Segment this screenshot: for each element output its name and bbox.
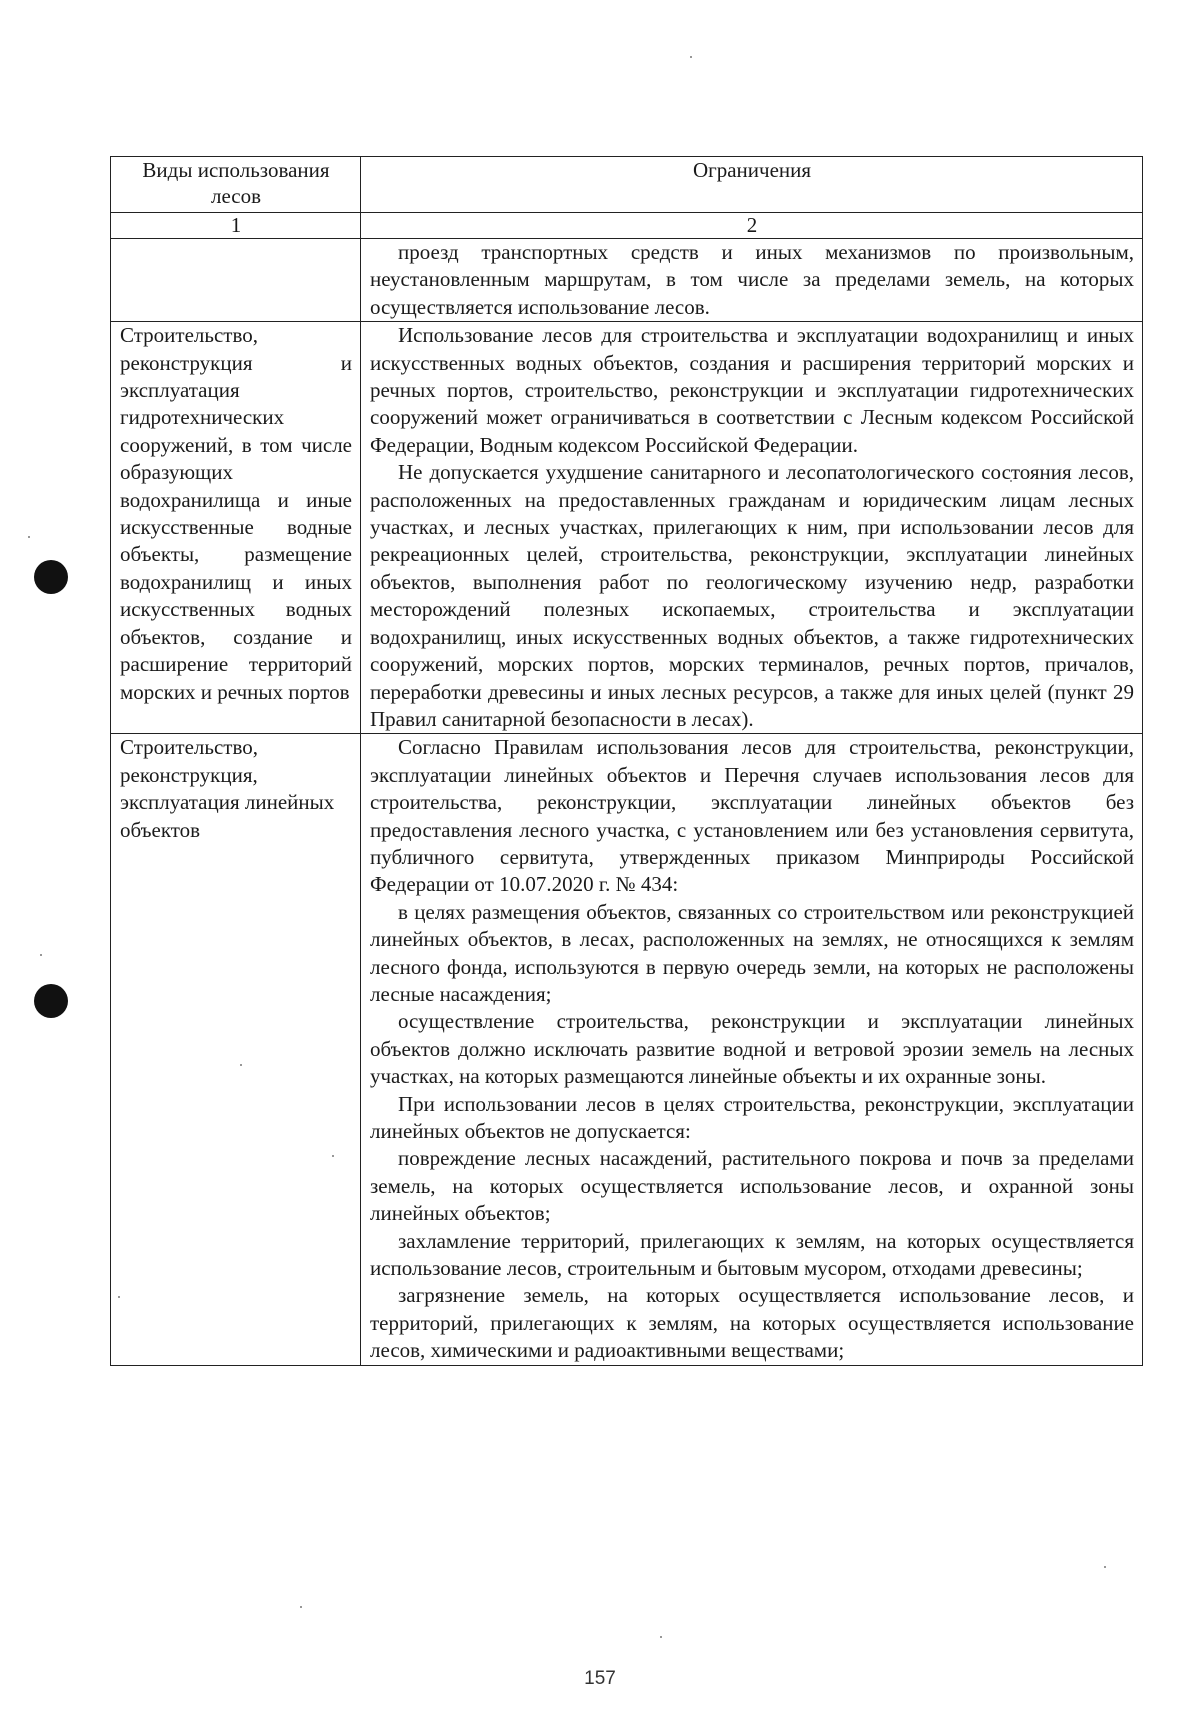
scan-speck: [300, 1606, 302, 1608]
scan-speck: [660, 1636, 662, 1638]
column-number-2: 2: [361, 213, 1143, 239]
restriction-paragraph: Согласно Правилам использования лесов для строительства, реконструкции, эксплуатации линейных объектов и Перечня случаев использования лесов для строительства, реконструкции, эксплуатации линейных объектов без предоставления лесного участка, с установлением или без установления сервитута, публичного сервитута, утвержденных приказом Минприроды Российской Федерации от 10.07.2020 г. № 434:: [370, 735, 1134, 897]
restrictions-cell: [361, 239, 1143, 322]
forest-use-type-cell: [111, 239, 361, 322]
table-row: [111, 734, 1143, 1365]
restriction-paragraph: захламление территорий, прилегающих к землям, на которых осуществляется использование лесов, строительным и бытовым мусором, отходами древесины;: [370, 1228, 1134, 1281]
table-header-row: [111, 157, 1143, 213]
header-forest-use-types: Виды использования лесов: [111, 157, 361, 213]
column-number-row: [111, 213, 1143, 239]
scan-speck: [1104, 1566, 1106, 1568]
page-number: 157: [584, 1668, 616, 1689]
restriction-paragraph: загрязнение земель, на которых осуществляется использование лесов, и территорий, прилегающих к землям, на которых осуществляется использование лесов, химическими и радиоактивными веществами;: [370, 1283, 1134, 1363]
table-row: [111, 322, 1143, 734]
restrictions-table: [110, 156, 1143, 1366]
restrictions-cell: [361, 734, 1143, 1365]
scan-speck: [690, 56, 692, 58]
restriction-paragraph: При использовании лесов в целях строительства, реконструкции, эксплуатации линейных объектов не допускается:: [370, 1091, 1134, 1143]
restriction-paragraph: осуществление строительства, реконструкции и эксплуатации линейных объектов должно исключать развитие водной и ветровой эрозии земель на лесных участках, на которых размещаются линейные объекты и их охранные зоны.: [370, 1009, 1134, 1089]
header-restrictions: Ограничения: [361, 157, 1143, 213]
punch-hole: [34, 560, 68, 594]
table-row: [111, 239, 1143, 322]
restriction-paragraph: повреждение лесных насаждений, растительного покрова и почв за пределами земель, на которых осуществляется использование лесов, и охранной зоны линейных объектов;: [370, 1146, 1134, 1226]
column-number-1: 1: [111, 213, 361, 239]
forest-use-type-cell: Строительство, реконструкция, эксплуатация линейных объектов: [111, 734, 361, 1365]
scan-speck: [28, 536, 30, 538]
restriction-paragraph: Не допускается ухудшение санитарного и лесопатологического состояния лесов, расположенных на предоставленных гражданам и юридическим лицам лесных участках, и лесных участках, прилегающих к ним, при использовании лесов для рекреационных целей, строительства, реконструкции, эксплуатации линейных объектов, выполнения работ по геологическому изучению недр, разработки месторождений полезных ископаемых, строительства и эксплуатации водохранилищ, иных искусственных водных объектов, а также гидротехнических сооружений, морских портов, морских терминалов, речных портов, причалов, переработки древесины и иных лесных ресурсов, а также для иных целей (пункт 29 Правил санитарной безопасности в лесах).: [370, 460, 1134, 731]
punch-hole: [34, 984, 68, 1018]
restriction-paragraph: проезд транспортных средств и иных механизмов по произвольным, неустановленным маршрутам, в том числе за пределами земель, на которых осуществляется использование лесов.: [370, 240, 1134, 319]
restriction-paragraph: в целях размещения объектов, связанных со строительством или реконструкцией линейных объектов, в лесах, расположенных на землях, не относящихся к землям лесного фонда, используются в первую очередь земли, на которых не расположены лесные насаждения;: [370, 899, 1134, 1006]
forest-use-type-cell: Строительство, реконструкция и эксплуатация гидротехнических сооружений, в том числе образующих водохранилища и иные искусственные водные объекты, размещение водохранилищ и иных искусственных водных объектов, создание и расширение территорий морских и речных портов: [111, 322, 361, 734]
scan-speck: [40, 954, 42, 956]
restrictions-cell: [361, 322, 1143, 734]
restriction-paragraph: Использование лесов для строительства и эксплуатации водохранилищ и иных искусственных водных объектов, создания и расширения территорий морских и речных портов, строительство, реконструкции и эксплуатации гидротехнических сооружений может ограничиваться в соответствии с Лесным кодексом Российской Федерации, Водным кодексом Российской Федерации.: [370, 323, 1134, 457]
